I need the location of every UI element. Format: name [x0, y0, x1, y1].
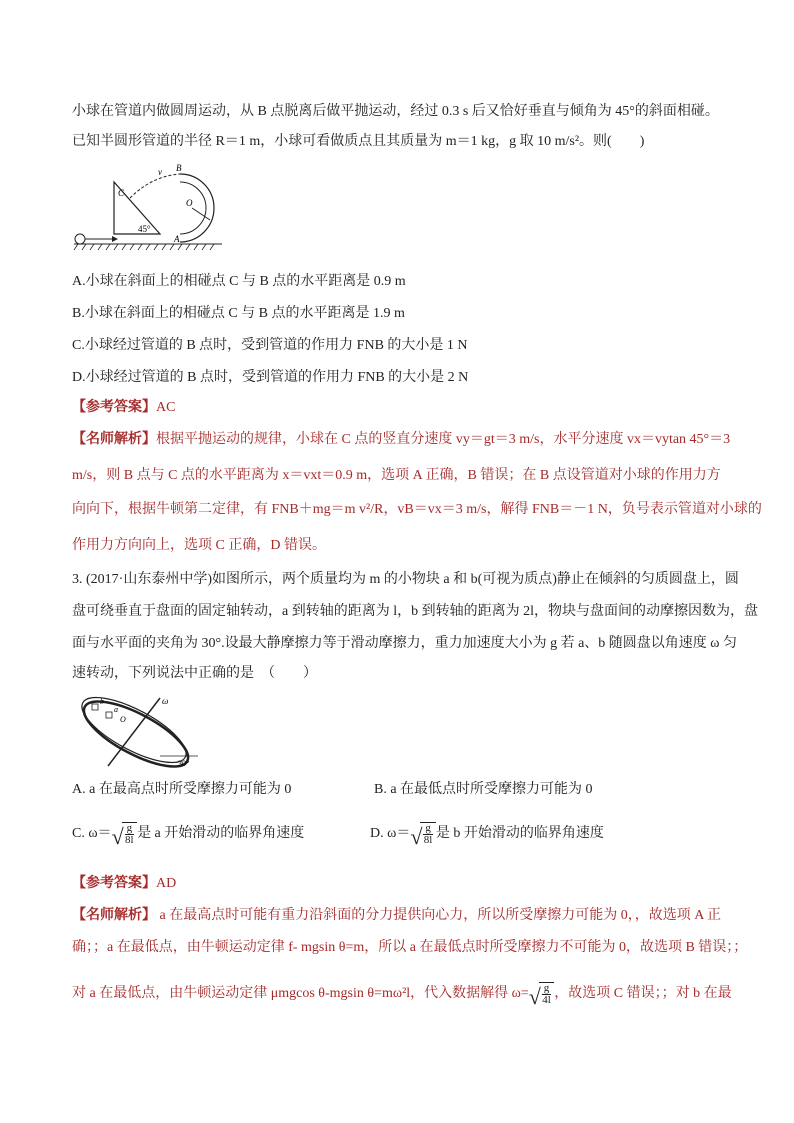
figure2-label-v: v: [158, 167, 162, 177]
problem2-analysis-line1: 根据平抛运动的规律，小球在 C 点的竖直分速度 vy＝gt＝3 m/s，水平分速度 vx＝vytan 45°＝3: [156, 432, 731, 447]
problem2-analysis-row1: [72, 430, 730, 450]
figure2-label-a: A: [174, 234, 180, 244]
problem3-stem-line1: 3. (2017·山东泰州中学)如图所示，两个质量均为 m 的小物块 a 和 b(可视为质点)静止在倾斜的匀质圆盘上，圆: [72, 572, 739, 587]
figure2-label-b: B: [176, 163, 182, 173]
problem2-analysis-line4: 作用力方向向上，选项 C 正确，D 错误。: [72, 538, 326, 553]
problem2-option-b: B.小球在斜面上的相碰点 C 与 B 点的水平距离是 1.9 m: [72, 306, 405, 321]
problem3-option-a: A. a 在最高点时所受摩擦力可能为 0: [72, 782, 292, 797]
problem3-answer-row: [72, 874, 176, 894]
problem3-answer: AD: [156, 876, 177, 891]
problem3-answer-tag: 【参考答案】: [72, 876, 156, 891]
problem2-analysis-tag: 【名师解析】: [72, 432, 156, 447]
problem3-option-b: B. a 在最低点时所受摩擦力可能为 0: [374, 782, 593, 797]
problem2-option-c: C.小球经过管道的 B 点时，受到管道的作用力 FNB 的大小是 1 N: [72, 338, 468, 353]
problem2-stem-line1: 小球在管道内做圆周运动，从 B 点脱离后做平抛运动，经过 0.3 s 后又恰好垂直与倾角为 45°的斜面相碰。: [72, 104, 719, 119]
figure2-label-angle: 45°: [138, 224, 151, 234]
problem3-analysis-line1: a 在最高点时可能有重力沿斜面的分力提供向心力，所以所受摩擦力可能为 0，，故选项 A 正: [156, 908, 722, 923]
option-c-prefix: C. ω＝: [72, 826, 112, 842]
analysis-line3-suffix: ，故选项 C 错误；；对 b 在最: [554, 986, 732, 1002]
option-c-sqrt: √ $\frac{g}{8l}$: [112, 822, 138, 846]
figure2-label-c: C: [118, 188, 125, 198]
problem3-analysis-line2: 确；；a 在最低点，由牛顿运动定律 f- mgsin θ=m，所以 a 在最低点时所受摩擦力不可能为 0，故选项 B 错误；；: [72, 940, 748, 955]
problem3-analysis-line3: [72, 982, 732, 1009]
analysis-sqrt-den: 4l: [542, 994, 551, 1006]
figure3-label-b: b: [100, 697, 104, 706]
problem2-answer-row: [72, 398, 175, 418]
option-c-suffix: 是 a 开始滑动的临界角速度: [137, 826, 305, 842]
option-c-sqrt-den: 8l: [125, 834, 134, 846]
problem2-answer-tag: 【参考答案】: [72, 400, 156, 415]
problem3-option-c: [72, 822, 305, 849]
problem3-analysis-row1: [72, 906, 721, 926]
problem2-analysis-line3: 向向下，根据牛顿第二定律，有 FNB＋mg＝m v²/R，vB＝vx＝3 m/s，解得 FNB＝－1 N，负号表示管道对小球的: [72, 502, 762, 517]
problem2-stem-line2: 已知半圆形管道的半径 R＝1 m，小球可看做质点且其质量为 m＝1 kg，g 取 10 m/s²。则( ): [72, 134, 645, 149]
option-c-sqrt-num: g: [126, 822, 133, 834]
analysis-line3-prefix: 对 a 在最低点，由牛顿运动定律 μmgcos θ-mgsin θ=mω²l，代入数据解得 ω=: [72, 986, 529, 1002]
problem3-stem-line2: 盘可绕垂直于盘面的固定轴转动，a 到转轴的距离为 l，b 到转轴的距离为 2l，物块与盘面间的动摩擦因数为，盘: [72, 604, 758, 619]
option-d-prefix: D. ω＝: [370, 826, 411, 842]
problem2-analysis-line2: m/s，则 B 点与 C 点的水平距离为 x＝vxt＝0.9 m，选项 A 正确，B 错误；在 B 点设管道对小球的作用力方: [72, 468, 721, 483]
analysis-sqrt-num: g: [543, 982, 550, 994]
figure3-label-a: a: [114, 705, 118, 714]
option-d-sqrt-num: g: [425, 822, 431, 834]
analysis-sqrt: √ $\frac{g}{4l}$: [529, 982, 555, 1006]
option-d-sqrt-den: 8l: [423, 834, 433, 846]
figure2-label-o: O: [186, 198, 193, 208]
problem2-option-d: D.小球经过管道的 B 点时，受到管道的作用力 FNB 的大小是 2 N: [72, 370, 469, 385]
problem3-analysis-tag: 【名师解析】: [72, 908, 156, 923]
figure3-label-omega: ω: [162, 696, 169, 706]
problem3-figure: [68, 690, 208, 770]
problem3-option-d: [370, 822, 604, 849]
problem2-option-a: A.小球在斜面上的相碰点 C 与 B 点的水平距离是 0.9 m: [72, 274, 406, 289]
option-d-sqrt: √ $\frac{g}{8l}$: [410, 822, 436, 846]
problem3-stem-line4: 速转动，下列说法中正确的是 （ ）: [72, 666, 317, 681]
figure3-label-angle: 30°: [178, 759, 190, 768]
problem2-answer: AC: [156, 400, 176, 415]
option-d-suffix: 是 b 开始滑动的临界角速度: [435, 826, 604, 842]
problem3-stem-line3: 面与水平面的夹角为 30°.设最大静摩擦力等于滑动摩擦力，重力加速度大小为 g 若 a、b 随圆盘以角速度 ω 匀: [72, 636, 738, 651]
figure3-label-o: O: [120, 715, 126, 724]
problem2-figure: [72, 162, 232, 252]
